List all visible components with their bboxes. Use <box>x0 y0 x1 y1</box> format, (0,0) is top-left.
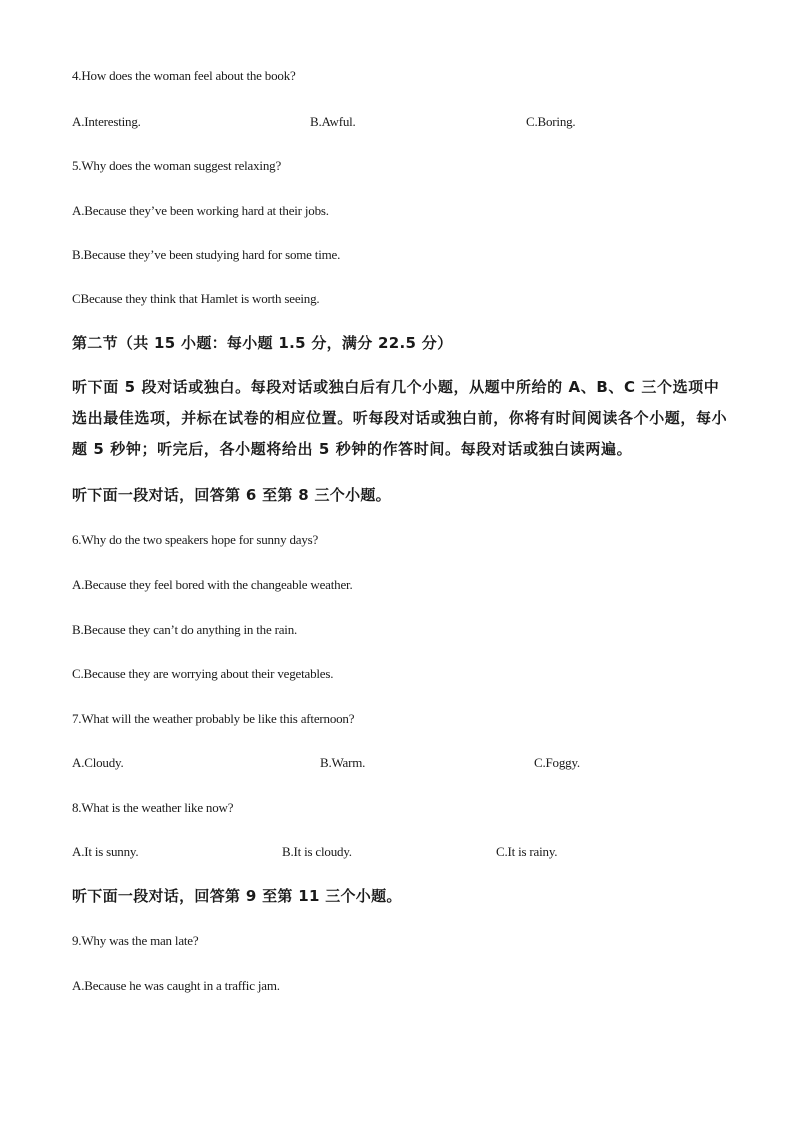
q5-option-a: A.Because they’ve been working hard at their jobs. <box>72 203 329 218</box>
question-7: 7.What will the weather probably be like this afternoon? <box>72 711 355 726</box>
q7-option-c: C.Foggy. <box>534 755 580 770</box>
q4-option-c: C.Boring. <box>526 114 576 129</box>
dialogue-1-intro: 听下面一段对话，回答第 6 至第 8 三个小题。 <box>72 486 391 504</box>
q5-option-c: CBecause they think that Hamlet is worth seeing. <box>72 291 320 306</box>
q8-option-c: C.It is rainy. <box>496 844 558 859</box>
q6-option-c: C.Because they are worrying about their vegetables. <box>72 666 334 681</box>
dialogue-2-intro: 听下面一段对话，回答第 9 至第 11 三个小题。 <box>72 887 402 905</box>
question-9: 9.Why was the man late? <box>72 933 199 948</box>
q7-option-a: A.Cloudy. <box>72 755 124 770</box>
q9-option-a: A.Because he was caught in a traffic jam. <box>72 978 280 993</box>
q8-option-a: A.It is sunny. <box>72 844 139 859</box>
q5-option-b: B.Because they’ve been studying hard for some time. <box>72 247 341 262</box>
question-6: 6.Why do the two speakers hope for sunny days? <box>72 532 319 547</box>
q4-option-b: B.Awful. <box>310 114 356 129</box>
q8-option-b: B.It is cloudy. <box>282 844 352 859</box>
q6-option-b: B.Because they can’t do anything in the rain. <box>72 622 298 637</box>
q6-option-a: A.Because they feel bored with the changeable weather. <box>72 577 353 592</box>
q7-option-b: B.Warm. <box>320 755 366 770</box>
question-5: 5.Why does the woman suggest relaxing? <box>72 158 282 173</box>
question-8: 8.What is the weather like now? <box>72 800 234 815</box>
question-4: 4.How does the woman feel about the book? <box>72 68 296 83</box>
section-2-instructions: 听下面 5 段对话或独白。每段对话或独白后有几个小题，从题中所给的 A、B、C 三个选项中选出最佳选项，并标在试卷的相应位置。听每段对话或独白前，你将有时间阅读各个小题，每小题 5 秒钟；听完后，各小题将给出 5 秒钟的作答时间。每段对话或独白读两遍。 <box>72 378 728 458</box>
section-2-heading: 第二节（共 15 小题：每小题 1.5 分，满分 22.5 分） <box>72 334 453 352</box>
q4-option-a: A.Interesting. <box>72 114 141 129</box>
